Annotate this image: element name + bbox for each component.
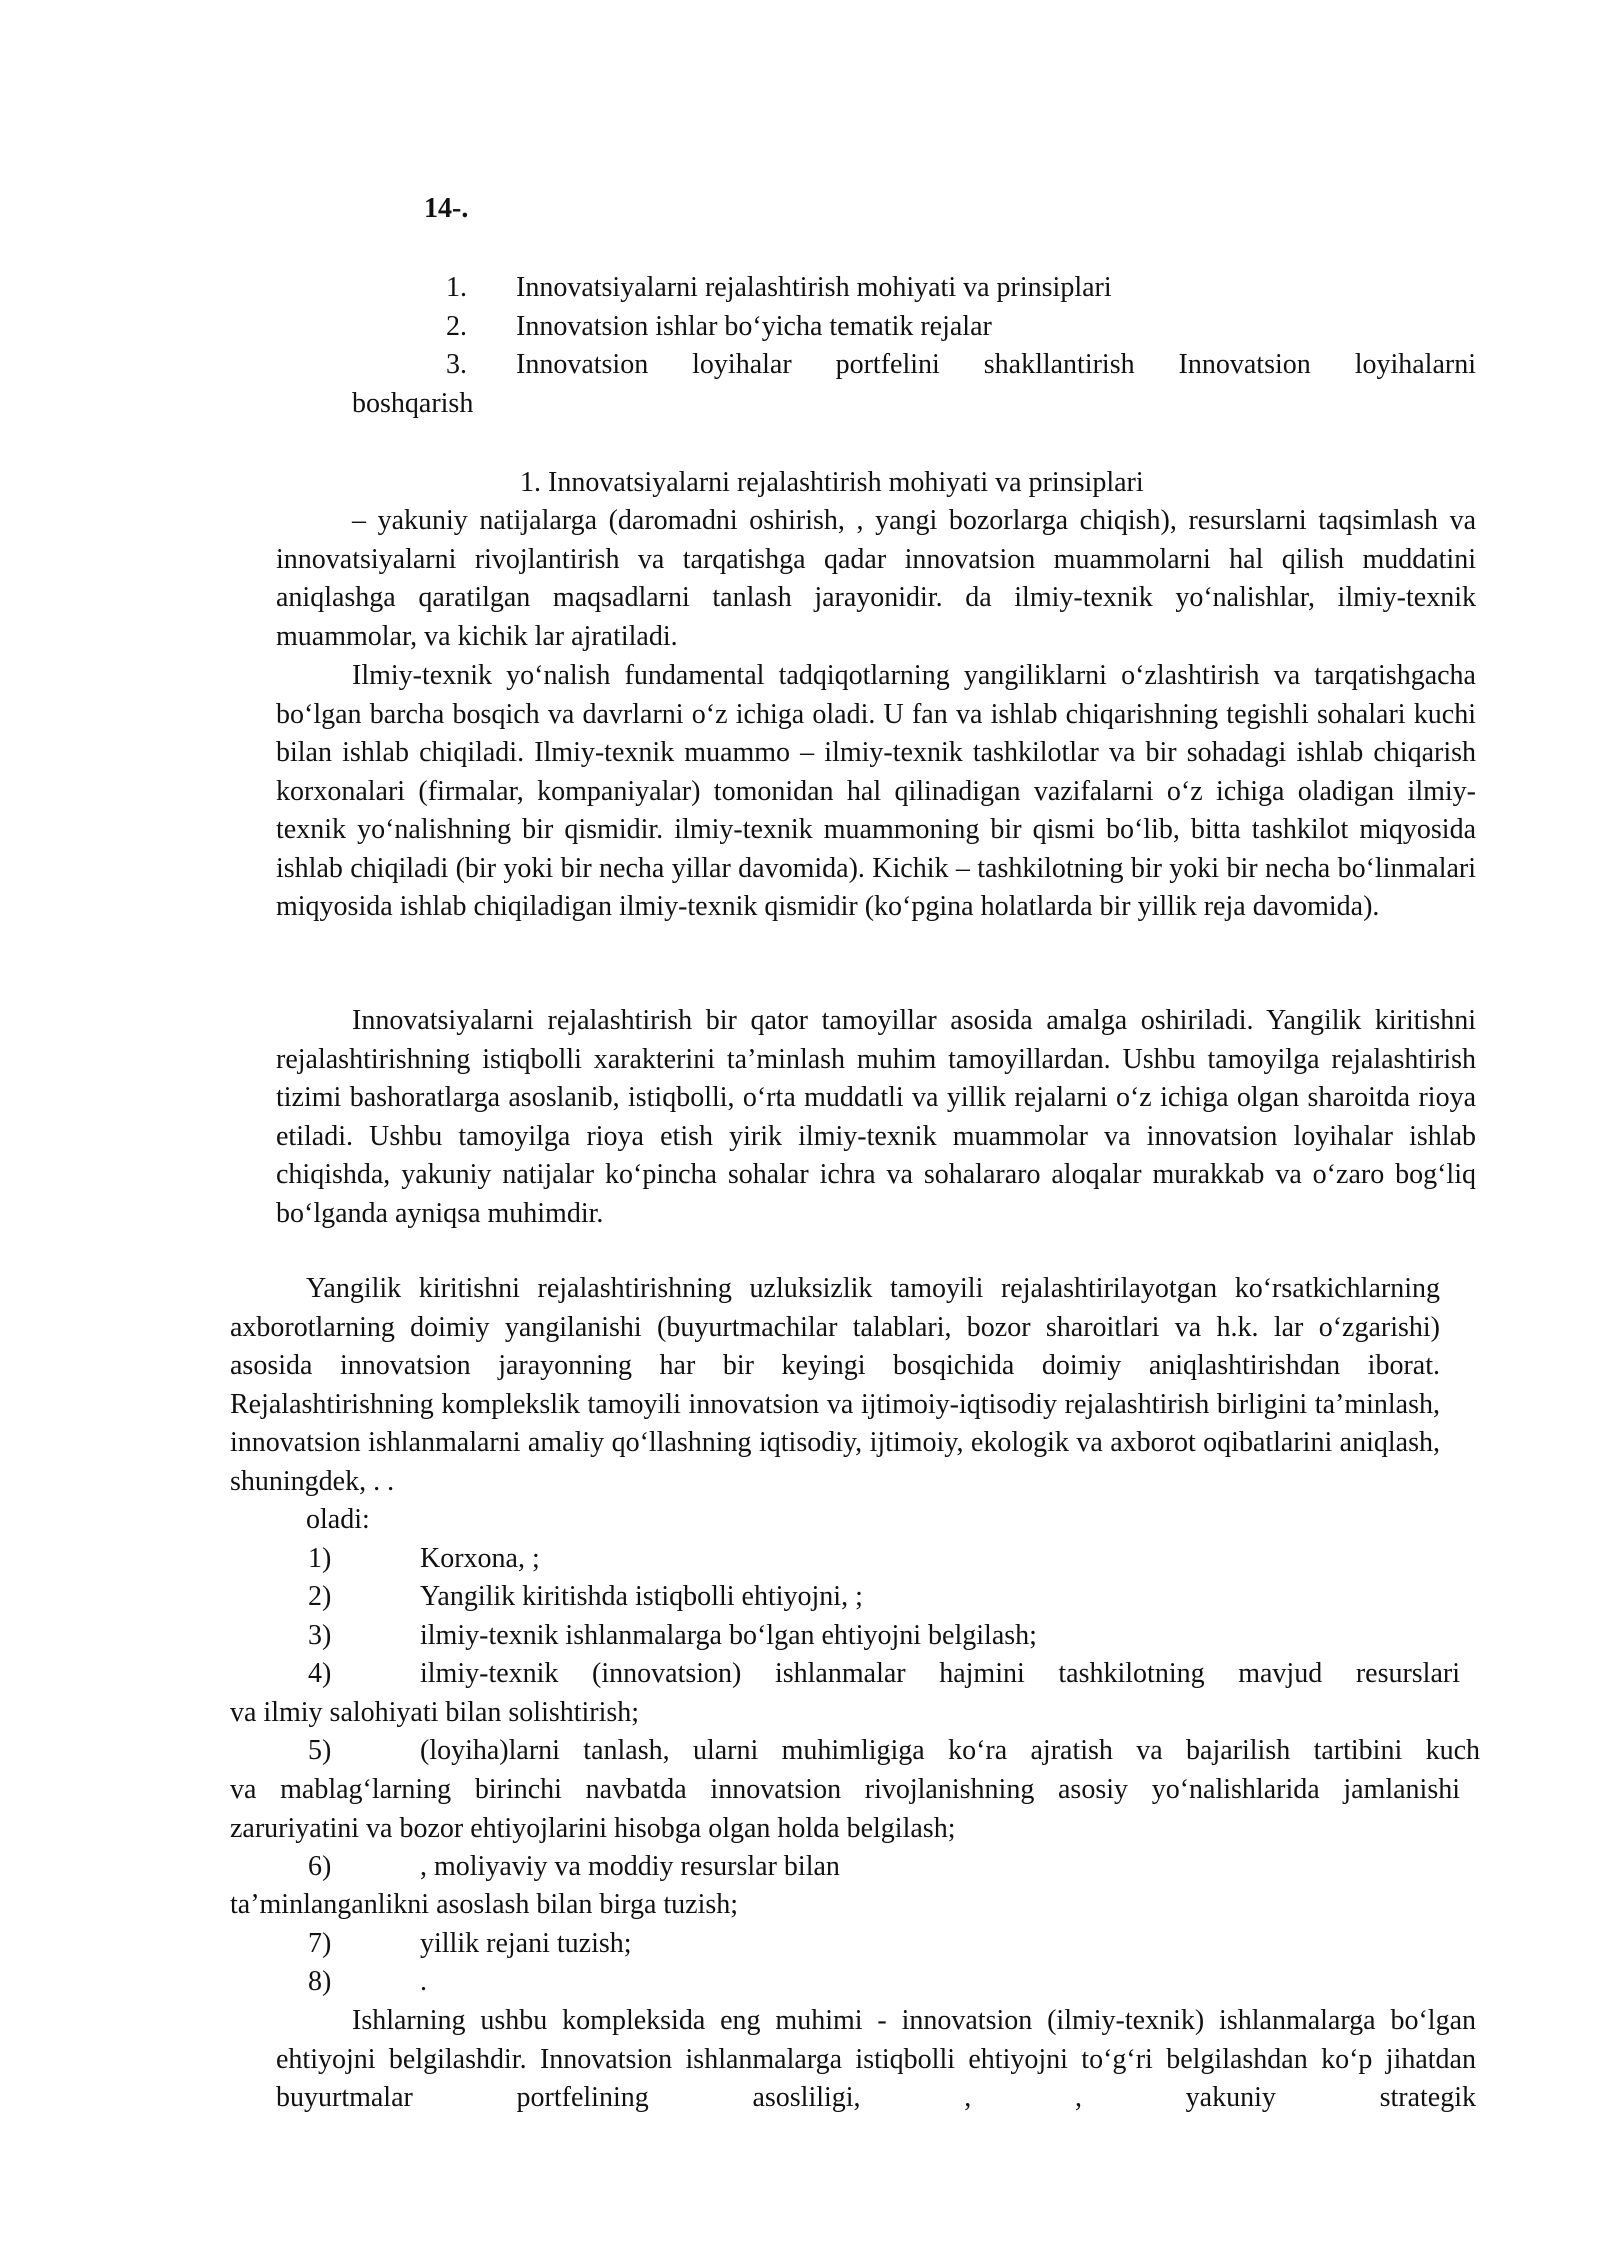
paragraph-continuity-principle: Yangilik kiritishni rejalashtirishning uzluksizlik tamoyili rejalashtirilayotgan ko‘rsatkichlarning axborotlarning doimiy yangilanishi (buyurtmachilar talablari, bozor sharoitlari va h.k. lar o‘zgarishi) asosida innovatsion jarayonning har bir keyingi bosqichida doimiy aniqlashtirishdan iborat. Rejalashtirishning komplekslik tamoyili innovatsion va ijtimoiy-iqtisodiy rejalashtirish birligini ta’minlash, innovatsion ishlanmalarni amaliy qo‘llashning iqtisodiy, ijtimoiy, ekologik va axborot oqibatlarini aniqlash, shuningdek, . . bbox=[230, 1273, 1440, 1497]
section-title: 1. Innovatsiyalarni rejalashtirish mohiyati va prinsiplari bbox=[520, 467, 1144, 498]
toc-item-3-cont: boshqarish bbox=[352, 388, 474, 419]
list-num-6: 6) bbox=[308, 1851, 332, 1882]
list-num-8: 8) bbox=[308, 1966, 332, 1997]
list-item-6: , moliyaviy va moddiy resurslar bilan bbox=[420, 1851, 840, 1882]
list-item-8: . bbox=[420, 1966, 427, 1997]
toc-item-1: Innovatsiyalarni rejalashtirish mohiyati va prinsiplari bbox=[516, 272, 1112, 303]
page-heading: 14-. bbox=[424, 193, 469, 224]
list-num-5: 5) bbox=[308, 1735, 332, 1766]
list-item-2: Yangilik kiritishda istiqbolli ehtiyojni, ; bbox=[420, 1581, 863, 1612]
toc-num-2: 2. bbox=[446, 311, 467, 342]
paragraph-scientific-direction: Ilmiy-texnik yo‘nalish fundamental tadqiqotlarning yangiliklarni o‘zlashtirish va tarqatishgacha bo‘lgan barcha bosqich va davrlarni o‘z ichiga oladi. U fan va ishlab chiqarishning tegishli sohalari kuchi bilan ishlab chiqiladi. Ilmiy-texnik muammo – ilmiy-texnik tashkilotlar va bir sohadagi ishlab chiqarish korxonalari (firmalar, kompaniyalar) tomonidan hal qilinadigan vazifalarni o‘z ichiga oladigan ilmiy-texnik yo‘nalishning bir qismidir. ilmiy-texnik muammoning bir qismi bo‘lib, bitta tashkilot miqyosida ishlab chiqiladi (bir yoki bir necha yillar davomida). Kichik – tashkilotning bir yoki bir necha bo‘linmalari miqyosida ishlab chiqiladigan ilmiy-texnik qismidir (ko‘pgina holatlarda bir yillik reja davomida). bbox=[276, 660, 1476, 922]
toc-item-2: Innovatsion ishlar bo‘yicha tematik rejalar bbox=[516, 311, 992, 342]
list-item-7: yillik rejani tuzish; bbox=[420, 1928, 632, 1959]
list-item-1: Korxona, ; bbox=[420, 1543, 540, 1574]
list-num-1: 1) bbox=[308, 1543, 332, 1574]
toc-num-3: 3. bbox=[446, 349, 467, 380]
paragraph-key-need: Ishlarning ushbu kompleksida eng muhimi - innovatsion (ilmiy-texnik) ishlanmalarga bo‘lgan ehtiyojni belgilashdir. Innovatsion ishlanmalarga istiqbolli ehtiyojni to‘g‘ri belgilashdan ko‘p jihatdan buyurtmalar portfelining asosliligi, , , yakuniy strategik bbox=[276, 2005, 1476, 2113]
list-item-6-cont: ta’minlanganlikni asoslash bilan birga tuzish; bbox=[230, 1889, 739, 1920]
paragraph-includes: oladi: bbox=[306, 1504, 370, 1535]
list-item-4-cont: va ilmiy salohiyati bilan solishtirish; bbox=[230, 1697, 640, 1728]
list-item-3: ilmiy-texnik ishlanmalarga bo‘lgan ehtiyojni belgilash; bbox=[420, 1620, 1037, 1651]
list-item-5-cont: va mablag‘larning birinchi navbatda innovatsion rivojlanishning asosiy yo‘nalishlarida jamlanishi zaruriyatini va bozor ehtiyojlarini hisobga olgan holda belgilash; bbox=[230, 1774, 1460, 1844]
paragraph-definition: – yakuniy natijalarga (daromadni oshirish, , yangi bozorlarga chiqish), resurslarni taqsimlash va innovatsiyalarni rivojlantirish va tarqatishga qadar innovatsion muammolarni hal qilish muddatini aniqlashga qaratilgan maqsadlarni tanlash jarayonidir. da ilmiy-texnik yo‘nalishlar, ilmiy-texnik muammolar, va kichik lar ajratiladi. bbox=[276, 505, 1476, 652]
list-num-4: 4) bbox=[308, 1658, 332, 1689]
list-num-3: 3) bbox=[308, 1620, 332, 1651]
list-item-5: (loyiha)larni tanlash, ularni muhimligiga ko‘ra ajratish va bajarilish tartibini kuch bbox=[420, 1735, 1480, 1766]
list-num-7: 7) bbox=[308, 1928, 332, 1959]
paragraph-planning-principles: Innovatsiyalarni rejalashtirish bir qator tamoyillar asosida amalga oshiriladi. Yangilik kiritishni rejalashtirishning istiqbolli xarakterini ta’minlash muhim tamoyillardan. Ushbu tamoyilga rejalashtirish tizimi bashoratlarga asoslanib, istiqbolli, o‘rta muddatli va yillik rejalarni o‘z ichiga olgan sharoitda rioya etiladi. Ushbu tamoyilga rioya etish yirik ilmiy-texnik muammolar va innovatsion loyihalar ishlab chiqishda, yakuniy natijalar ko‘pincha sohalar ichra va sohalararo aloqalar murakkab va o‘zaro bog‘liq bo‘lganda ayniqsa muhimdir. bbox=[276, 1005, 1476, 1229]
list-item-4: ilmiy-texnik (innovatsion) ishlanmalar hajmini tashkilotning mavjud resurslari bbox=[420, 1658, 1460, 1689]
toc-num-1: 1. bbox=[446, 272, 467, 303]
toc-item-3: Innovatsion loyihalar portfelini shakllantirish Innovatsion loyihalarni bbox=[516, 349, 1476, 380]
list-num-2: 2) bbox=[308, 1581, 332, 1612]
